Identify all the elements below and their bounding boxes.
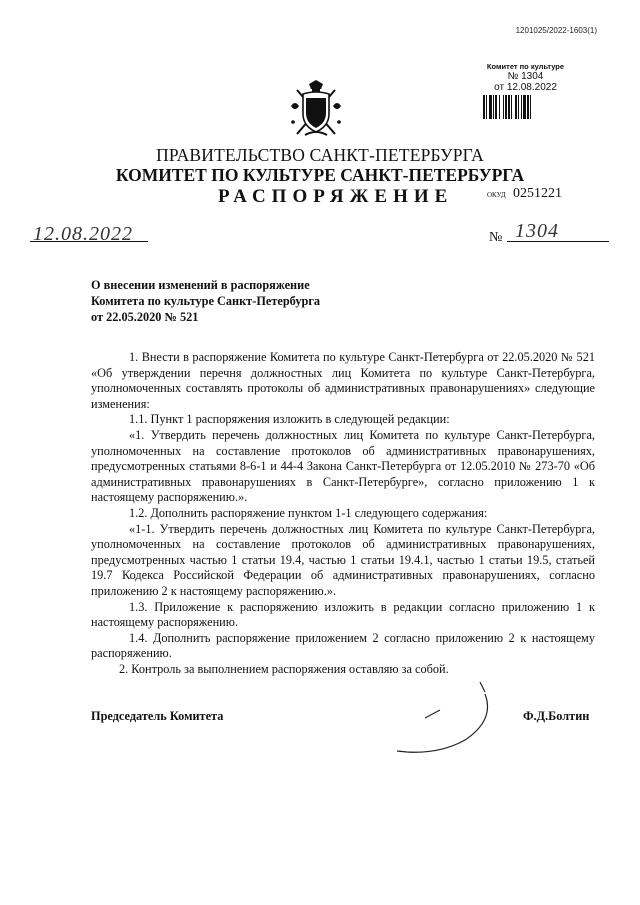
signatory-position: Председатель Комитета — [91, 709, 224, 723]
paragraph-1-1: 1.1. Пункт 1 распоряжения изложить в следующей редакции: — [129, 412, 450, 427]
okud-value: 0251221 — [513, 186, 562, 201]
title-line: О внесении изменений в распоряжение — [91, 278, 310, 292]
title-line: от 22.05.2020 № 521 — [91, 310, 199, 324]
barcode-bar — [531, 95, 533, 119]
paragraph-1: 1. Внести в распоряжение Комитета по культуре Санкт-Петербурга от 22.05.2020 № 521 «Об утверждении перечня должностных лиц Комитета по культуре Санкт-Петербурга, уполномоченных составлять протоколы об административных правонарушениях» следующие изменения: — [91, 350, 595, 411]
stamp-date: от 12.08.2022 — [494, 82, 557, 93]
signatory-name: Ф.Д.Болтин — [523, 709, 590, 723]
handwritten-date: 12.08.2022 — [33, 223, 133, 245]
paragraph-1-4: 1.4. Дополнить распоряжение приложением 2 согласно приложению 2 к настоящему распоряжению. — [91, 630, 595, 661]
stamp-number: № 1304 — [507, 71, 544, 82]
document-body — [91, 350, 595, 677]
document-id: 1201025/2022-1603(1) — [515, 26, 597, 35]
paragraph-1-2: 1.2. Дополнить распоряжение пунктом 1-1 следующего содержания: — [129, 505, 488, 520]
handwritten-signature-icon — [385, 680, 505, 760]
barcode-icon — [483, 95, 569, 119]
government-heading: ПРАВИТЕЛЬСТВО САНКТ-ПЕТЕРБУРГА — [156, 145, 484, 165]
stamp-org: Комитет по культуре — [486, 62, 565, 71]
paragraph-2: 2. Контроль за выполнением распоряжения оставляю за собой. — [119, 661, 449, 676]
paragraph-1-2-text: «1-1. Утвердить перечень должностных лиц Комитета по культуре Санкт-Петербурга, уполномоченных на составление протоколов об административных правонарушениях, предусмотренных частью 1 статьи 19.4, частью 1 статьи 19.4.1, частью 1 статьи 19.5, статьей 19.7 Кодекса Российской Федерации об административных правонарушениях, согласно приложению 2 к настоящему распоряжению.». — [91, 521, 595, 598]
number-sign: № — [489, 230, 503, 245]
coat-of-arms-icon — [291, 80, 341, 138]
handwritten-number: 1304 — [515, 220, 559, 242]
date-underline — [30, 241, 148, 242]
paragraph-1-1-text: «1. Утвердить перечень должностных лиц Комитета по культуре Санкт-Петербурга, уполномоченных на составление протоколов об административных правонарушениях, предусмотренных статьями 8-6-1 и 44-4 Закона Санкт-Петербурга от 12.05.2010 № 273-70 «Об административных правонарушениях в Санкт-Петербурге», согласно приложению 1 к настоящему распоряжению.». — [91, 427, 595, 505]
okud-label: ОКУД — [487, 191, 506, 199]
document-title — [91, 277, 320, 325]
registration-stamp — [478, 62, 573, 119]
document-type: РАСПОРЯЖЕНИЕ — [218, 186, 454, 207]
committee-heading: КОМИТЕТ ПО КУЛЬТУРЕ САНКТ-ПЕТЕРБУРГА — [115, 165, 525, 185]
paragraph-1-3: 1.3. Приложение к распоряжению изложить в редакции согласно приложению 1 к настоящему распоряжению. — [91, 599, 595, 630]
title-line: Комитета по культуре Санкт-Петербурга — [91, 294, 321, 308]
number-underline — [507, 241, 609, 242]
